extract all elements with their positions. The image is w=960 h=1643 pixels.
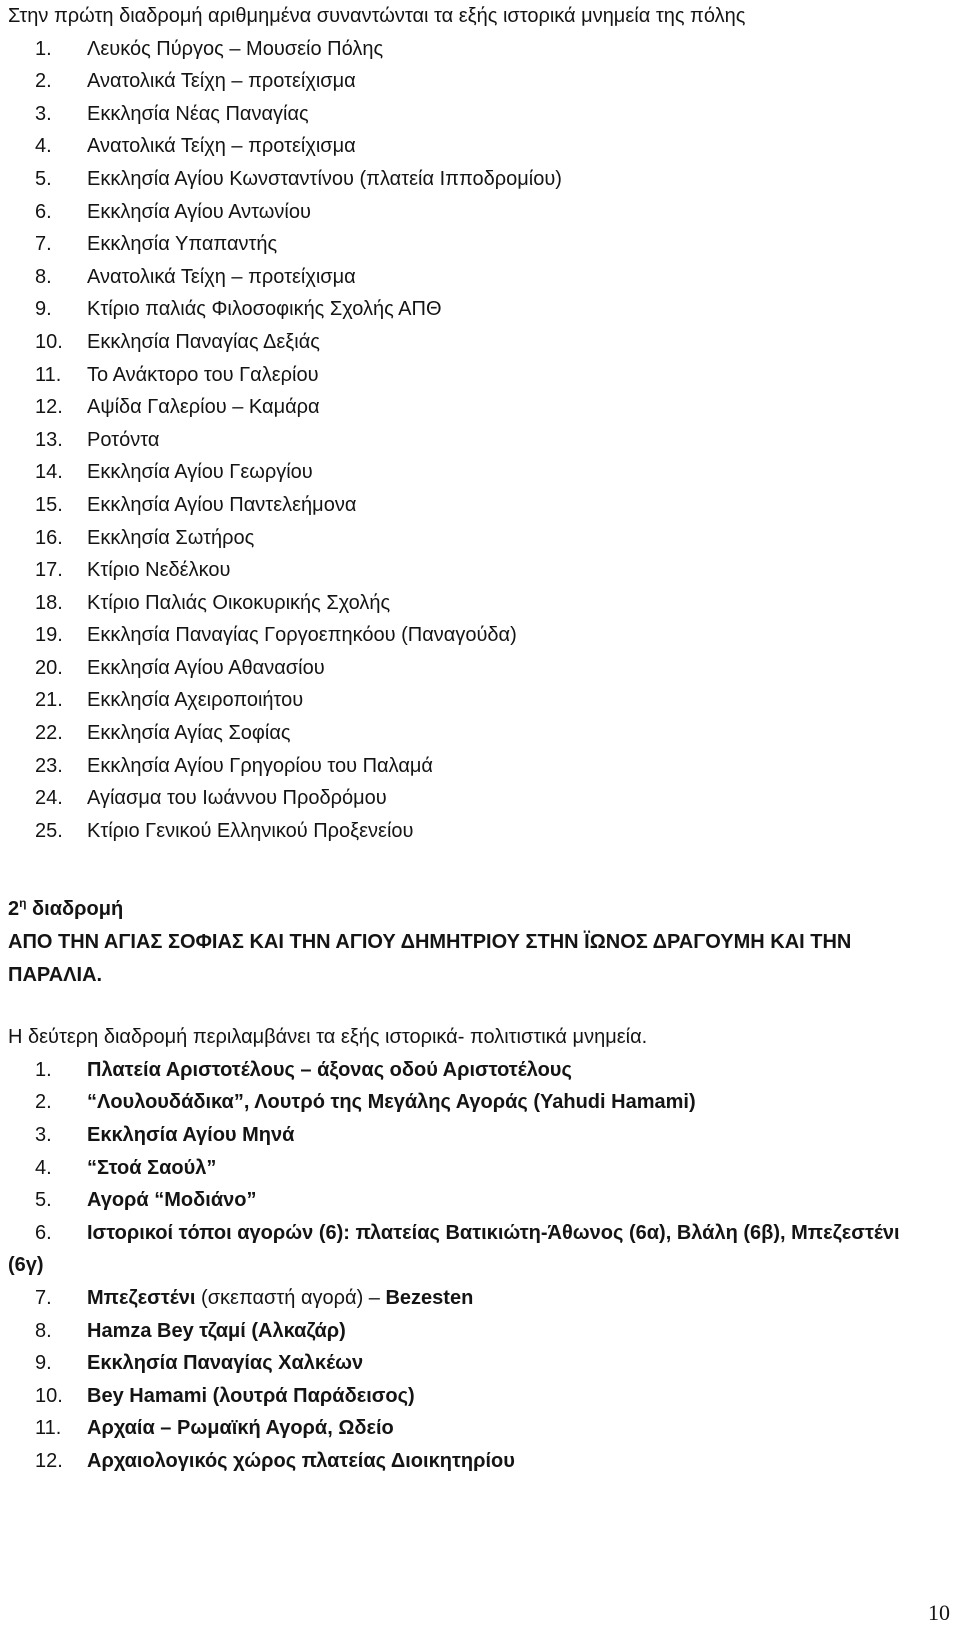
route2-list (8, 1054, 928, 1478)
list-item: 11. Το Ανάκτορο του Γαλερίου (35, 363, 319, 386)
list-item: 8. Hamza Bey τζαμί (Αλκαζάρ) (35, 1319, 346, 1342)
list-item: 23. Εκκλησία Αγίου Γρηγορίου του Παλαμά (35, 754, 433, 777)
list-item: 25. Κτίριο Γενικού Ελληνικού Προξενείου (35, 819, 414, 842)
list-item: 4. Ανατολικά Τείχη – προτείχισμα (35, 135, 356, 158)
list-item: 11. Αρχαία – Ρωμαϊκή Αγορά, Ωδείο (35, 1417, 394, 1440)
list-item: 19. Εκκλησία Παναγίας Γοργοεπηκόου (Παναγούδα) (35, 624, 517, 647)
list-item: 2. “Λουλουδάδικα”, Λουτρό της Μεγάλης Αγοράς (Yahudi Hamami) (35, 1091, 696, 1114)
list-item: 3. Εκκλησία Νέας Παναγίας (35, 102, 309, 125)
page-number: 10 (928, 1600, 950, 1625)
list-item: 20. Εκκλησία Αγίου Αθανασίου (35, 656, 325, 679)
list-item: 9. Εκκλησία Παναγίας Χαλκέων (35, 1352, 364, 1375)
list-item: 5. Εκκλησία Αγίου Κωνσταντίνου (πλατεία Ιπποδρομίου) (35, 167, 562, 190)
list-item: 16. Εκκλησία Σωτήρος (35, 526, 255, 549)
list-item: 15. Εκκλησία Αγίου Παντελεήμονα (35, 493, 357, 516)
list-item: 10. Εκκλησία Παναγίας Δεξιάς (35, 330, 320, 353)
list-item: 7. Εκκλησία Υπαπαντής (35, 233, 278, 256)
list-item: 6. Ιστορικοί τόποι αγορών (6): πλατείας Βατικιώτη-Άθωνος (6α), Βλάλη (6β), Μπεζεστένι (6γ) (8, 1221, 900, 1277)
list-item: 8. Ανατολικά Τείχη – προτείχισμα (35, 265, 356, 288)
list-item: 22. Εκκλησία Αγίας Σοφίας (35, 722, 291, 745)
intro-paragraph: Στην πρώτη διαδρομή αριθμημένα συναντώνται τα εξής ιστορικά μνημεία της πόλης (8, 5, 746, 27)
list-item: 5. Αγορά “Μοδιάνο” (35, 1189, 257, 1212)
list-item: 12. Αψίδα Γαλερίου – Καμάρα (35, 396, 320, 419)
list-item: 24. Αγίασμα του Ιωάννου Προδρόμου (35, 787, 387, 810)
list-item: 4. “Στοά Σαούλ” (35, 1156, 217, 1179)
list-item: 18. Κτίριο Παλιάς Οικοκυρικής Σχολής (35, 591, 391, 614)
list-item: 2. Ανατολικά Τείχη – προτείχισμα (35, 70, 356, 93)
route2-heading: $2^\eta$ διαδρομή (8, 896, 124, 921)
list-item: 3. Εκκλησία Αγίου Μηνά (35, 1124, 295, 1146)
list-item: 14. Εκκλησία Αγίου Γεωργίου (35, 461, 313, 484)
list-item: 6. Εκκλησία Αγίου Αντωνίου (35, 200, 311, 223)
list-item: 1. Λευκός Πύργος – Μουσείο Πόλης (35, 37, 384, 60)
route2-title: ΑΠΟ ΤΗΝ ΑΓΙΑΣ ΣΟΦΙΑΣ ΚΑΙ ΤΗΝ ΑΓΙΟΥ ΔΗΜΗΤΡΙΟΥ ΣΤΗΝ ΪΩΝΟΣ ΔΡΑΓΟΥΜΗ ΚΑΙ ΤΗΝ ΠΑΡΑΛΙΑ. (8, 931, 852, 986)
route1-list (8, 33, 928, 848)
list-item: 13. Ροτόντα (35, 428, 160, 451)
route2-intro: Η δεύτερη διαδρομή περιλαμβάνει τα εξής ιστορικά- πολιτιστικά μνημεία. (8, 1026, 648, 1049)
list-item: 17. Κτίριο Νεδέλκου (35, 559, 231, 582)
list-item: 10. Bey Hamami (λουτρά Παράδεισος) (35, 1384, 415, 1407)
list-item: 1. Πλατεία Αριστοτέλους – άξονας οδού Αριστοτέλους (35, 1058, 572, 1081)
list-item: 12. Αρχαιολογικός χώρος πλατείας Διοικητηρίου (35, 1449, 515, 1472)
document-page (8, 0, 928, 1478)
list-item: 7. Μπεζεστένι (σκεπαστή αγορά) – Bezesten (35, 1286, 474, 1309)
list-item: 9. Κτίριο παλιάς Φιλοσοφικής Σχολής ΑΠΘ (35, 298, 442, 321)
list-item: 21. Εκκλησία Αχειροποιήτου (35, 689, 304, 712)
